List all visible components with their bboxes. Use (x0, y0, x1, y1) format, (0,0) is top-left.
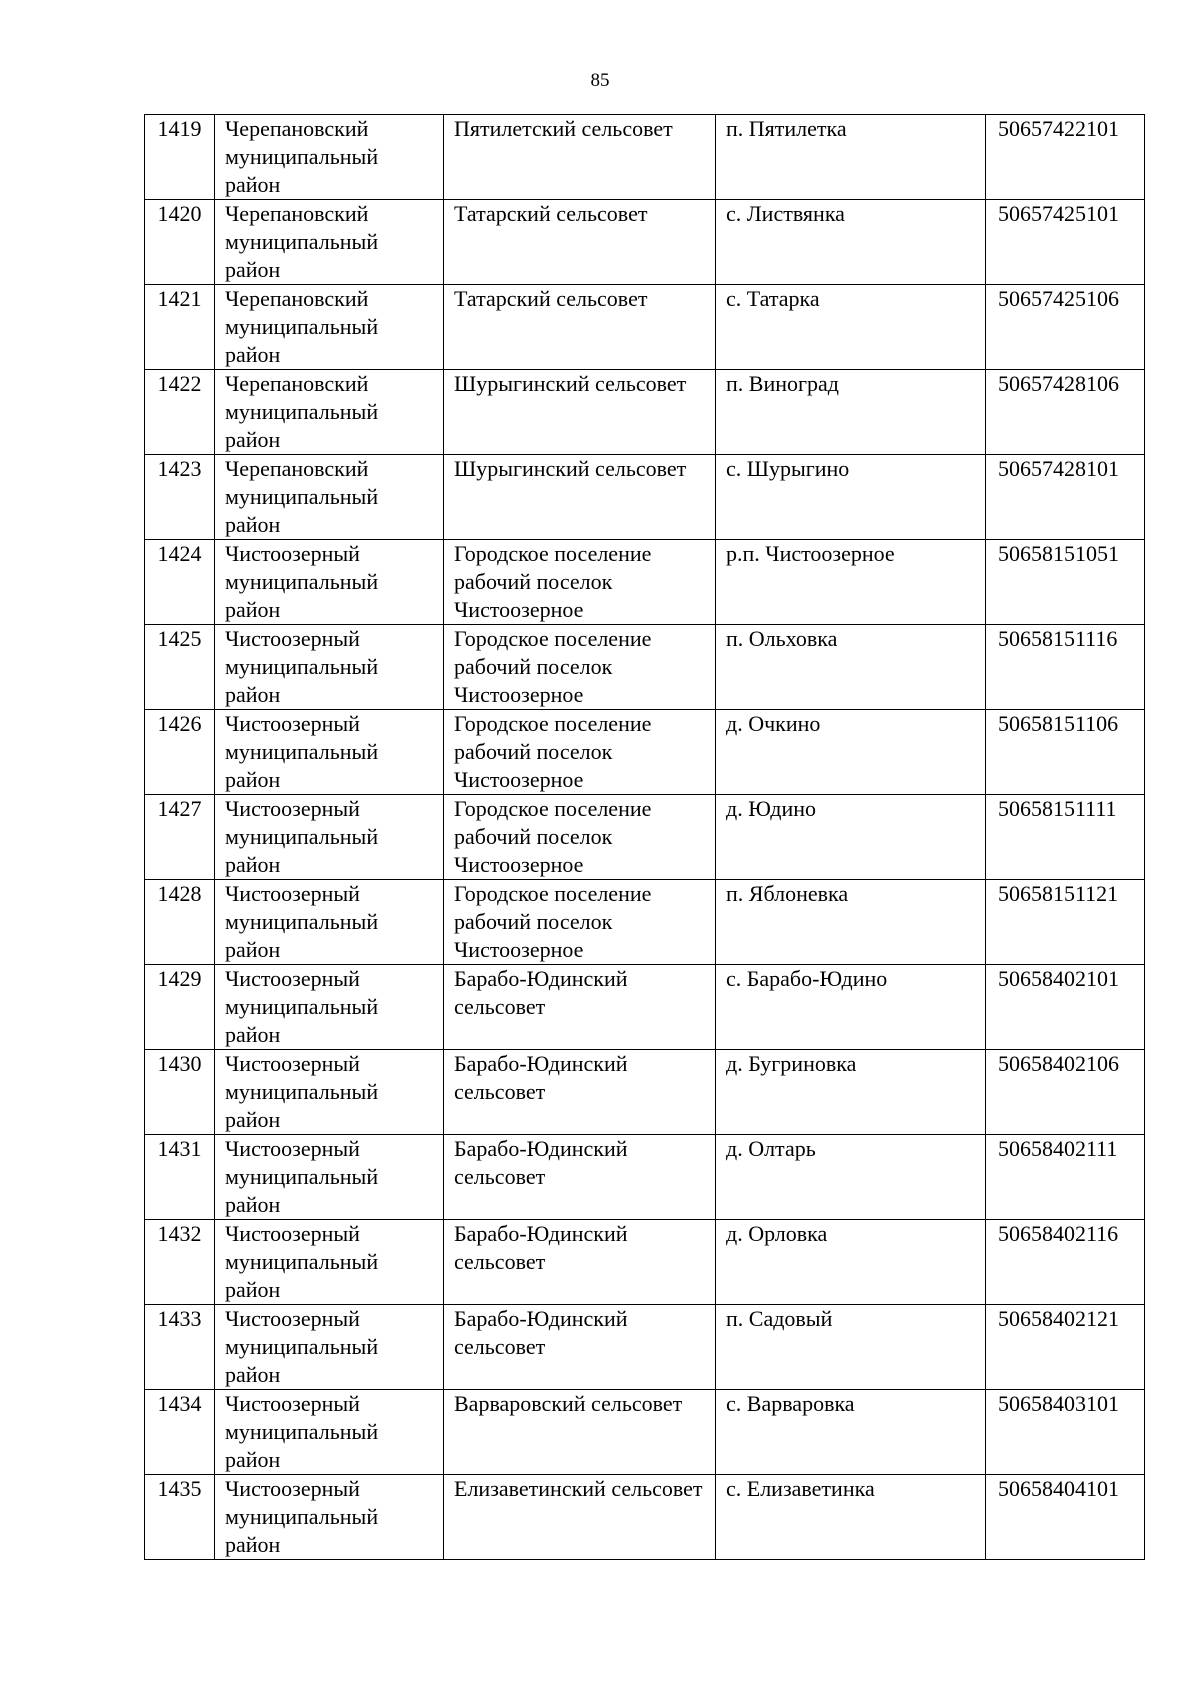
table-row (145, 880, 1145, 965)
council-cell: Городское поселение рабочий поселок Чистоозерное (444, 710, 716, 795)
settlement-cell: с. Елизаветинка (716, 1475, 986, 1560)
district-cell: Черепановский муниципальный район (215, 200, 444, 285)
oktmo-code-cell: 50658151121 (986, 880, 1145, 965)
row-number-cell: 1431 (145, 1135, 215, 1220)
district-cell: Чистоозерный муниципальный район (215, 540, 444, 625)
row-number-cell: 1425 (145, 625, 215, 710)
row-number-cell: 1419 (145, 115, 215, 200)
council-cell: Барабо-Юдинский сельсовет (444, 1305, 716, 1390)
table-row (145, 1135, 1145, 1220)
oktmo-code-cell: 50658403101 (986, 1390, 1145, 1475)
table-row (145, 1390, 1145, 1475)
district-cell: Чистоозерный муниципальный район (215, 880, 444, 965)
district-cell: Чистоозерный муниципальный район (215, 710, 444, 795)
settlement-cell: д. Очкино (716, 710, 986, 795)
council-cell: Пятилетский сельсовет (444, 115, 716, 200)
row-number-cell: 1433 (145, 1305, 215, 1390)
row-number-cell: 1435 (145, 1475, 215, 1560)
council-cell: Барабо-Юдинский сельсовет (444, 1050, 716, 1135)
table-row (145, 370, 1145, 455)
row-number-cell: 1427 (145, 795, 215, 880)
district-cell: Чистоозерный муниципальный район (215, 1050, 444, 1135)
settlement-cell: р.п. Чистоозерное (716, 540, 986, 625)
council-cell: Городское поселение рабочий поселок Чистоозерное (444, 540, 716, 625)
district-cell: Чистоозерный муниципальный район (215, 1390, 444, 1475)
table-row (145, 1050, 1145, 1135)
settlements-table-body (145, 115, 1145, 1560)
oktmo-code-cell: 50658151051 (986, 540, 1145, 625)
district-cell: Чистоозерный муниципальный район (215, 965, 444, 1050)
council-cell: Городское поселение рабочий поселок Чистоозерное (444, 625, 716, 710)
table-row (145, 1220, 1145, 1305)
oktmo-code-cell: 50658151111 (986, 795, 1145, 880)
council-cell: Шурыгинский сельсовет (444, 455, 716, 540)
table-row (145, 625, 1145, 710)
table-row (145, 115, 1145, 200)
council-cell: Барабо-Юдинский сельсовет (444, 965, 716, 1050)
oktmo-code-cell: 50657422101 (986, 115, 1145, 200)
settlement-cell: д. Бугриновка (716, 1050, 986, 1135)
row-number-cell: 1423 (145, 455, 215, 540)
row-number-cell: 1432 (145, 1220, 215, 1305)
settlement-cell: с. Барабо-Юдино (716, 965, 986, 1050)
district-cell: Черепановский муниципальный район (215, 285, 444, 370)
oktmo-code-cell: 50658402116 (986, 1220, 1145, 1305)
table-row (145, 795, 1145, 880)
table-row (145, 200, 1145, 285)
row-number-cell: 1422 (145, 370, 215, 455)
oktmo-code-cell: 50658404101 (986, 1475, 1145, 1560)
settlement-cell: с. Татарка (716, 285, 986, 370)
oktmo-code-cell: 50658402111 (986, 1135, 1145, 1220)
oktmo-code-cell: 50658402101 (986, 965, 1145, 1050)
district-cell: Чистоозерный муниципальный район (215, 795, 444, 880)
council-cell: Шурыгинский сельсовет (444, 370, 716, 455)
row-number-cell: 1434 (145, 1390, 215, 1475)
oktmo-code-cell: 50658151116 (986, 625, 1145, 710)
row-number-cell: 1420 (145, 200, 215, 285)
row-number-cell: 1429 (145, 965, 215, 1050)
district-cell: Чистоозерный муниципальный район (215, 1220, 444, 1305)
settlement-cell: п. Яблоневка (716, 880, 986, 965)
table-row (145, 1305, 1145, 1390)
table-row (145, 710, 1145, 795)
table-row (145, 1475, 1145, 1560)
page-number: 85 (590, 70, 610, 91)
settlement-cell: д. Орловка (716, 1220, 986, 1305)
district-cell: Чистоозерный муниципальный район (215, 1135, 444, 1220)
council-cell: Барабо-Юдинский сельсовет (444, 1135, 716, 1220)
council-cell: Варваровский сельсовет (444, 1390, 716, 1475)
table-row (145, 965, 1145, 1050)
oktmo-code-cell: 50657428106 (986, 370, 1145, 455)
settlement-cell: д. Юдино (716, 795, 986, 880)
row-number-cell: 1426 (145, 710, 215, 795)
settlement-cell: п. Ольховка (716, 625, 986, 710)
council-cell: Татарский сельсовет (444, 285, 716, 370)
row-number-cell: 1430 (145, 1050, 215, 1135)
table-row (145, 285, 1145, 370)
oktmo-code-cell: 50658402106 (986, 1050, 1145, 1135)
settlements-table (144, 114, 1145, 1560)
settlement-cell: с. Листвянка (716, 200, 986, 285)
district-cell: Чистоозерный муниципальный район (215, 1475, 444, 1560)
oktmo-code-cell: 50658402121 (986, 1305, 1145, 1390)
oktmo-code-cell: 50657425101 (986, 200, 1145, 285)
oktmo-code-cell: 50658151106 (986, 710, 1145, 795)
settlement-cell: п. Садовый (716, 1305, 986, 1390)
row-number-cell: 1424 (145, 540, 215, 625)
table-row (145, 455, 1145, 540)
district-cell: Черепановский муниципальный район (215, 455, 444, 540)
district-cell: Чистоозерный муниципальный район (215, 1305, 444, 1390)
district-cell: Черепановский муниципальный район (215, 370, 444, 455)
district-cell: Черепановский муниципальный район (215, 115, 444, 200)
row-number-cell: 1428 (145, 880, 215, 965)
settlement-cell: п. Пятилетка (716, 115, 986, 200)
settlement-cell: п. Виноград (716, 370, 986, 455)
council-cell: Елизаветинский сельсовет (444, 1475, 716, 1560)
oktmo-code-cell: 50657428101 (986, 455, 1145, 540)
council-cell: Татарский сельсовет (444, 200, 716, 285)
row-number-cell: 1421 (145, 285, 215, 370)
settlement-cell: д. Олтарь (716, 1135, 986, 1220)
council-cell: Городское поселение рабочий поселок Чистоозерное (444, 880, 716, 965)
district-cell: Чистоозерный муниципальный район (215, 625, 444, 710)
oktmo-code-cell: 50657425106 (986, 285, 1145, 370)
council-cell: Барабо-Юдинский сельсовет (444, 1220, 716, 1305)
table-row (145, 540, 1145, 625)
settlement-cell: с. Варваровка (716, 1390, 986, 1475)
settlement-cell: с. Шурыгино (716, 455, 986, 540)
council-cell: Городское поселение рабочий поселок Чистоозерное (444, 795, 716, 880)
